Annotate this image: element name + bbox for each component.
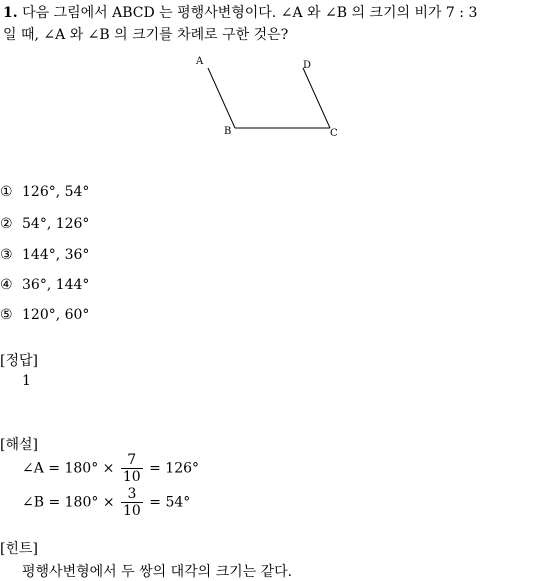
choice-text: 54°, 126° (22, 216, 90, 232)
vertex-label-d: D (303, 60, 312, 71)
answer-value: 1 (22, 373, 31, 389)
fraction-3-10 (121, 486, 143, 519)
choice-marker: ① (0, 184, 13, 200)
solution-1-rhs: = 126° (149, 460, 200, 477)
solution-line-2 (22, 486, 190, 519)
question-line-2: 일 때, ∠A 와 ∠B 의 크기를 차례로 구한 것은? (3, 27, 289, 43)
question-number: 1. (3, 5, 18, 21)
choice-marker: ④ (0, 277, 13, 293)
solution-1-lhs: ∠A = 180° × (22, 460, 115, 477)
choice-4[interactable] (0, 277, 89, 293)
vertex-label-a: A (196, 56, 204, 67)
choice-marker: ⑤ (0, 307, 13, 323)
solution-2-lhs: ∠B = 180° × (22, 494, 115, 511)
fraction-7-10 (121, 452, 143, 485)
choice-1[interactable] (0, 184, 89, 200)
vertex-label-b: B (224, 126, 232, 137)
numerator: 3 (121, 486, 143, 503)
side-ab (208, 68, 235, 128)
solution-2-rhs: = 54° (149, 494, 191, 511)
numerator: 7 (121, 452, 143, 469)
question-line-1 (3, 2, 477, 22)
denominator: 10 (123, 503, 141, 519)
choice-text: 120°, 60° (22, 307, 90, 323)
choice-text: 144°, 36° (22, 247, 90, 263)
parallelogram-diagram (190, 52, 360, 147)
choice-2[interactable] (0, 216, 89, 232)
question-text-1: 다음 그림에서 ABCD 는 평행사변형이다. ∠A 와 ∠B 의 크기의 비가 7 : 3 (22, 5, 478, 21)
choice-5[interactable] (0, 307, 89, 323)
solution-line-1 (22, 452, 199, 485)
choice-marker: ② (0, 216, 13, 232)
choice-text: 126°, 54° (22, 184, 90, 200)
vertex-label-c: C (330, 128, 338, 139)
side-dc (303, 68, 330, 128)
choice-marker: ③ (0, 247, 13, 263)
answer-header: [정답] (0, 353, 38, 369)
hint-header: [힌트] (0, 541, 38, 557)
solution-header: [해설] (0, 437, 38, 453)
denominator: 10 (122, 469, 141, 485)
choice-text: 36°, 144° (22, 277, 90, 293)
hint-text: 평행사변형에서 두 쌍의 대각의 크기는 같다. (22, 564, 293, 580)
choice-3[interactable] (0, 247, 89, 263)
